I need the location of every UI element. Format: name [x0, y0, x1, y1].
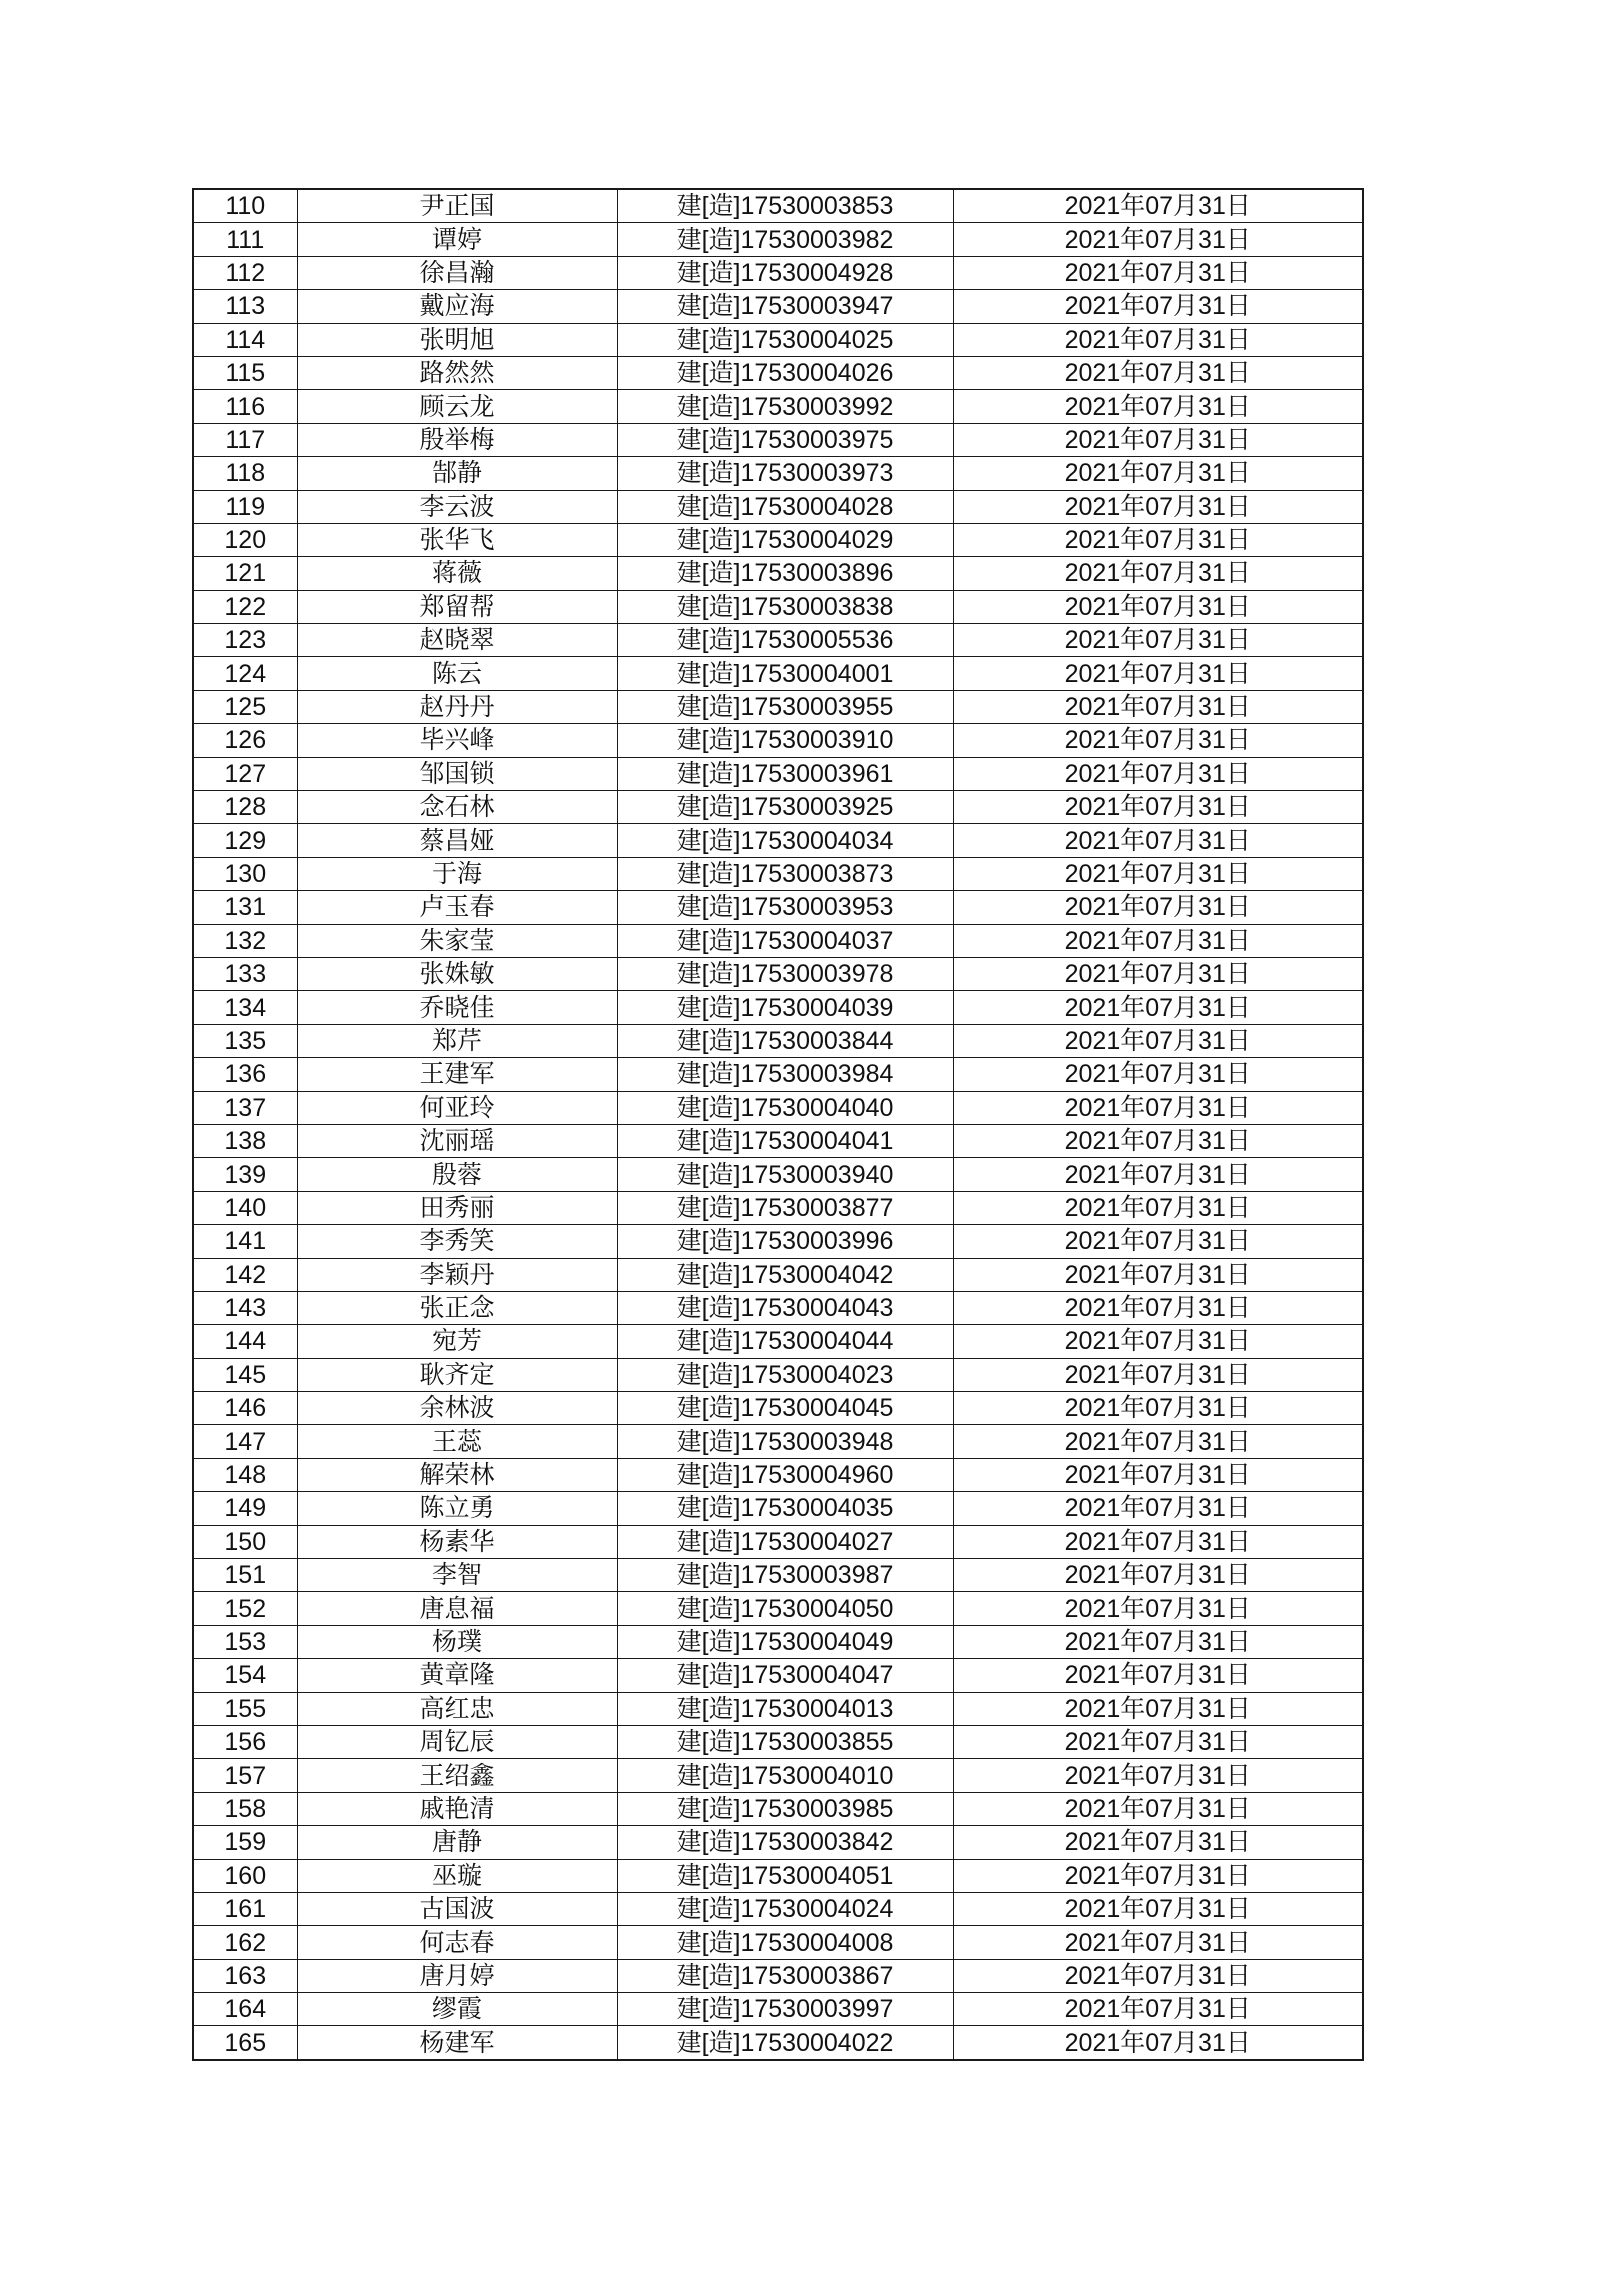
certificate-number-cell: 建[造]17530004028: [617, 490, 953, 523]
row-number-cell: 115: [193, 356, 297, 389]
row-number-cell: 161: [193, 1892, 297, 1925]
table-row: [193, 924, 1363, 957]
name-cell: 高红忠: [297, 1692, 617, 1725]
name-cell: 周钇辰: [297, 1725, 617, 1758]
row-number-cell: 141: [193, 1225, 297, 1258]
row-number-cell: 155: [193, 1692, 297, 1725]
table-row: [193, 991, 1363, 1024]
row-number-cell: 160: [193, 1859, 297, 1892]
row-number-cell: 158: [193, 1792, 297, 1825]
certificate-number-cell: 建[造]17530004040: [617, 1091, 953, 1124]
name-cell: 朱家莹: [297, 924, 617, 957]
table-row: [193, 223, 1363, 256]
name-cell: 李智: [297, 1559, 617, 1592]
valid-date-cell: 2021年07月31日: [953, 757, 1363, 790]
row-number-cell: 148: [193, 1458, 297, 1491]
name-cell: 张正念: [297, 1291, 617, 1324]
valid-date-cell: 2021年07月31日: [953, 1559, 1363, 1592]
name-cell: 于海: [297, 857, 617, 890]
row-number-cell: 132: [193, 924, 297, 957]
table-row: [193, 1225, 1363, 1258]
row-number-cell: 135: [193, 1024, 297, 1057]
certificate-number-cell: 建[造]17530003853: [617, 189, 953, 223]
table-row: [193, 791, 1363, 824]
certificate-number-cell: 建[造]17530003838: [617, 590, 953, 623]
row-number-cell: 123: [193, 624, 297, 657]
row-number-cell: 126: [193, 724, 297, 757]
valid-date-cell: 2021年07月31日: [953, 924, 1363, 957]
row-number-cell: 133: [193, 957, 297, 990]
row-number-cell: 134: [193, 991, 297, 1024]
valid-date-cell: 2021年07月31日: [953, 891, 1363, 924]
valid-date-cell: 2021年07月31日: [953, 290, 1363, 323]
name-cell: 郑留帮: [297, 590, 617, 623]
row-number-cell: 151: [193, 1559, 297, 1592]
certificate-number-cell: 建[造]17530003997: [617, 1993, 953, 2026]
table-row: [193, 323, 1363, 356]
name-cell: 王绍鑫: [297, 1759, 617, 1792]
certificate-number-cell: 建[造]17530004037: [617, 924, 953, 957]
name-cell: 殷蓉: [297, 1158, 617, 1191]
table-row: [193, 1525, 1363, 1558]
row-number-cell: 118: [193, 457, 297, 490]
valid-date-cell: 2021年07月31日: [953, 957, 1363, 990]
table-row: [193, 1759, 1363, 1792]
certificate-number-cell: 建[造]17530003844: [617, 1024, 953, 1057]
valid-date-cell: 2021年07月31日: [953, 791, 1363, 824]
certificate-number-cell: 建[造]17530003842: [617, 1826, 953, 1859]
name-cell: 李云波: [297, 490, 617, 523]
certificate-number-cell: 建[造]17530004008: [617, 1926, 953, 1959]
table-row: [193, 1191, 1363, 1224]
certificate-number-cell: 建[造]17530004029: [617, 523, 953, 556]
certificate-number-cell: 建[造]17530004039: [617, 991, 953, 1024]
name-cell: 尹正国: [297, 189, 617, 223]
valid-date-cell: 2021年07月31日: [953, 1258, 1363, 1291]
table-row: [193, 390, 1363, 423]
valid-date-cell: 2021年07月31日: [953, 1993, 1363, 2026]
certificate-number-cell: 建[造]17530004024: [617, 1892, 953, 1925]
row-number-cell: 162: [193, 1926, 297, 1959]
name-cell: 古国波: [297, 1892, 617, 1925]
valid-date-cell: 2021年07月31日: [953, 557, 1363, 590]
name-cell: 郜静: [297, 457, 617, 490]
certificate-number-cell: 建[造]17530004026: [617, 356, 953, 389]
valid-date-cell: 2021年07月31日: [953, 1892, 1363, 1925]
name-cell: 王建军: [297, 1058, 617, 1091]
name-cell: 毕兴峰: [297, 724, 617, 757]
certificate-number-cell: 建[造]17530003925: [617, 791, 953, 824]
row-number-cell: 121: [193, 557, 297, 590]
certificate-number-cell: 建[造]17530004013: [617, 1692, 953, 1725]
table-row: [193, 290, 1363, 323]
table-row: [193, 891, 1363, 924]
table-row: [193, 1725, 1363, 1758]
valid-date-cell: 2021年07月31日: [953, 1291, 1363, 1324]
valid-date-cell: 2021年07月31日: [953, 457, 1363, 490]
name-cell: 田秀丽: [297, 1191, 617, 1224]
certificate-number-cell: 建[造]17530003961: [617, 757, 953, 790]
certificate-number-cell: 建[造]17530003910: [617, 724, 953, 757]
valid-date-cell: 2021年07月31日: [953, 1425, 1363, 1458]
table-row: [193, 1458, 1363, 1491]
row-number-cell: 117: [193, 423, 297, 456]
certificate-number-cell: 建[造]17530004035: [617, 1492, 953, 1525]
valid-date-cell: 2021年07月31日: [953, 223, 1363, 256]
valid-date-cell: 2021年07月31日: [953, 1926, 1363, 1959]
table-row: [193, 490, 1363, 523]
table-row: [193, 590, 1363, 623]
table-row: [193, 1325, 1363, 1358]
row-number-cell: 153: [193, 1625, 297, 1658]
table-row: [193, 1358, 1363, 1391]
table-row: [193, 1592, 1363, 1625]
valid-date-cell: 2021年07月31日: [953, 690, 1363, 723]
table-row: [193, 1058, 1363, 1091]
valid-date-cell: 2021年07月31日: [953, 1191, 1363, 1224]
certificate-number-cell: 建[造]17530004044: [617, 1325, 953, 1358]
name-cell: 张华飞: [297, 523, 617, 556]
table-row: [193, 1024, 1363, 1057]
certificate-number-cell: 建[造]17530004047: [617, 1659, 953, 1692]
row-number-cell: 138: [193, 1124, 297, 1157]
name-cell: 乔晓佳: [297, 991, 617, 1024]
valid-date-cell: 2021年07月31日: [953, 1659, 1363, 1692]
valid-date-cell: 2021年07月31日: [953, 657, 1363, 690]
valid-date-cell: 2021年07月31日: [953, 1725, 1363, 1758]
certificate-number-cell: 建[造]17530004043: [617, 1291, 953, 1324]
row-number-cell: 154: [193, 1659, 297, 1692]
row-number-cell: 147: [193, 1425, 297, 1458]
certificate-number-cell: 建[造]17530004960: [617, 1458, 953, 1491]
name-cell: 沈丽瑶: [297, 1124, 617, 1157]
row-number-cell: 142: [193, 1258, 297, 1291]
name-cell: 王蕊: [297, 1425, 617, 1458]
row-number-cell: 114: [193, 323, 297, 356]
name-cell: 何志春: [297, 1926, 617, 1959]
name-cell: 缪霞: [297, 1993, 617, 2026]
valid-date-cell: 2021年07月31日: [953, 1492, 1363, 1525]
valid-date-cell: 2021年07月31日: [953, 1358, 1363, 1391]
row-number-cell: 149: [193, 1492, 297, 1525]
name-cell: 邹国锁: [297, 757, 617, 790]
certificate-number-cell: 建[造]17530003877: [617, 1191, 953, 1224]
row-number-cell: 128: [193, 791, 297, 824]
row-number-cell: 150: [193, 1525, 297, 1558]
row-number-cell: 139: [193, 1158, 297, 1191]
certificate-number-cell: 建[造]17530004025: [617, 323, 953, 356]
table-row: [193, 256, 1363, 289]
table-row: [193, 457, 1363, 490]
valid-date-cell: 2021年07月31日: [953, 1625, 1363, 1658]
name-cell: 赵丹丹: [297, 690, 617, 723]
valid-date-cell: 2021年07月31日: [953, 724, 1363, 757]
valid-date-cell: 2021年07月31日: [953, 1325, 1363, 1358]
row-number-cell: 143: [193, 1291, 297, 1324]
name-cell: 杨璞: [297, 1625, 617, 1658]
row-number-cell: 127: [193, 757, 297, 790]
row-number-cell: 129: [193, 824, 297, 857]
certificate-number-cell: 建[造]17530004022: [617, 2026, 953, 2060]
certificate-number-cell: 建[造]17530003953: [617, 891, 953, 924]
valid-date-cell: 2021年07月31日: [953, 1792, 1363, 1825]
row-number-cell: 164: [193, 1993, 297, 2026]
name-cell: 蔡昌娅: [297, 824, 617, 857]
certificate-number-cell: 建[造]17530004051: [617, 1859, 953, 1892]
name-cell: 何亚玲: [297, 1091, 617, 1124]
table-row: [193, 1926, 1363, 1959]
row-number-cell: 146: [193, 1392, 297, 1425]
table-row: [193, 824, 1363, 857]
name-cell: 戚艳清: [297, 1792, 617, 1825]
valid-date-cell: 2021年07月31日: [953, 991, 1363, 1024]
table-row: [193, 1892, 1363, 1925]
valid-date-cell: 2021年07月31日: [953, 1525, 1363, 1558]
table-row: [193, 1425, 1363, 1458]
name-cell: 李秀笑: [297, 1225, 617, 1258]
valid-date-cell: 2021年07月31日: [953, 1959, 1363, 1992]
certificate-number-cell: 建[造]17530004928: [617, 256, 953, 289]
row-number-cell: 157: [193, 1759, 297, 1792]
name-cell: 徐昌瀚: [297, 256, 617, 289]
name-cell: 赵晓翠: [297, 624, 617, 657]
valid-date-cell: 2021年07月31日: [953, 256, 1363, 289]
row-number-cell: 111: [193, 223, 297, 256]
table-row: [193, 1091, 1363, 1124]
valid-date-cell: 2021年07月31日: [953, 1124, 1363, 1157]
row-number-cell: 116: [193, 390, 297, 423]
name-cell: 郑芹: [297, 1024, 617, 1057]
valid-date-cell: 2021年07月31日: [953, 1692, 1363, 1725]
certificate-number-cell: 建[造]17530003873: [617, 857, 953, 890]
valid-date-cell: 2021年07月31日: [953, 390, 1363, 423]
row-number-cell: 122: [193, 590, 297, 623]
certificate-number-cell: 建[造]17530005536: [617, 624, 953, 657]
name-cell: 殷举梅: [297, 423, 617, 456]
row-number-cell: 152: [193, 1592, 297, 1625]
row-number-cell: 110: [193, 189, 297, 223]
table-row: [193, 690, 1363, 723]
name-cell: 杨素华: [297, 1525, 617, 1558]
row-number-cell: 113: [193, 290, 297, 323]
table-row: [193, 1492, 1363, 1525]
name-cell: 宛芳: [297, 1325, 617, 1358]
certificate-number-cell: 建[造]17530003975: [617, 423, 953, 456]
name-cell: 巫璇: [297, 1859, 617, 1892]
certificate-number-cell: 建[造]17530004027: [617, 1525, 953, 1558]
name-cell: 顾云龙: [297, 390, 617, 423]
certificate-number-cell: 建[造]17530003973: [617, 457, 953, 490]
row-number-cell: 165: [193, 2026, 297, 2060]
table-body: [193, 189, 1363, 2060]
valid-date-cell: 2021年07月31日: [953, 1826, 1363, 1859]
valid-date-cell: 2021年07月31日: [953, 1225, 1363, 1258]
certificate-number-cell: 建[造]17530003992: [617, 390, 953, 423]
row-number-cell: 125: [193, 690, 297, 723]
table-row: [193, 1559, 1363, 1592]
name-cell: 陈立勇: [297, 1492, 617, 1525]
table-row: [193, 1859, 1363, 1892]
row-number-cell: 159: [193, 1826, 297, 1859]
valid-date-cell: 2021年07月31日: [953, 857, 1363, 890]
valid-date-cell: 2021年07月31日: [953, 1158, 1363, 1191]
name-cell: 张姝敏: [297, 957, 617, 990]
name-cell: 念石林: [297, 791, 617, 824]
valid-date-cell: 2021年07月31日: [953, 523, 1363, 556]
table-row: [193, 557, 1363, 590]
valid-date-cell: 2021年07月31日: [953, 1024, 1363, 1057]
table-row: [193, 356, 1363, 389]
table-row: [193, 2026, 1363, 2060]
certificate-number-cell: 建[造]17530004050: [617, 1592, 953, 1625]
name-cell: 谭婷: [297, 223, 617, 256]
valid-date-cell: 2021年07月31日: [953, 1592, 1363, 1625]
valid-date-cell: 2021年07月31日: [953, 1058, 1363, 1091]
table-row: [193, 957, 1363, 990]
registration-table: [192, 188, 1364, 2061]
certificate-number-cell: 建[造]17530003940: [617, 1158, 953, 1191]
valid-date-cell: 2021年07月31日: [953, 590, 1363, 623]
row-number-cell: 144: [193, 1325, 297, 1358]
certificate-number-cell: 建[造]17530003896: [617, 557, 953, 590]
certificate-number-cell: 建[造]17530003948: [617, 1425, 953, 1458]
certificate-number-cell: 建[造]17530004049: [617, 1625, 953, 1658]
valid-date-cell: 2021年07月31日: [953, 189, 1363, 223]
table-row: [193, 423, 1363, 456]
certificate-number-cell: 建[造]17530003985: [617, 1792, 953, 1825]
valid-date-cell: 2021年07月31日: [953, 1859, 1363, 1892]
row-number-cell: 137: [193, 1091, 297, 1124]
table-row: [193, 1291, 1363, 1324]
name-cell: 卢玉春: [297, 891, 617, 924]
certificate-number-cell: 建[造]17530004045: [617, 1392, 953, 1425]
row-number-cell: 145: [193, 1358, 297, 1391]
row-number-cell: 119: [193, 490, 297, 523]
certificate-number-cell: 建[造]17530003867: [617, 1959, 953, 1992]
name-cell: 解荣林: [297, 1458, 617, 1491]
table-row: [193, 757, 1363, 790]
row-number-cell: 112: [193, 256, 297, 289]
table-row: [193, 857, 1363, 890]
table-row: [193, 1959, 1363, 1992]
row-number-cell: 136: [193, 1058, 297, 1091]
certificate-number-cell: 建[造]17530004042: [617, 1258, 953, 1291]
table-row: [193, 1158, 1363, 1191]
row-number-cell: 140: [193, 1191, 297, 1224]
table-row: [193, 1124, 1363, 1157]
name-cell: 余林波: [297, 1392, 617, 1425]
certificate-number-cell: 建[造]17530004023: [617, 1358, 953, 1391]
row-number-cell: 156: [193, 1725, 297, 1758]
table-row: [193, 1392, 1363, 1425]
valid-date-cell: 2021年07月31日: [953, 824, 1363, 857]
valid-date-cell: 2021年07月31日: [953, 323, 1363, 356]
table-row: [193, 1659, 1363, 1692]
row-number-cell: 130: [193, 857, 297, 890]
certificate-number-cell: 建[造]17530003978: [617, 957, 953, 990]
certificate-number-cell: 建[造]17530003996: [617, 1225, 953, 1258]
name-cell: 唐静: [297, 1826, 617, 1859]
valid-date-cell: 2021年07月31日: [953, 624, 1363, 657]
certificate-number-cell: 建[造]17530003984: [617, 1058, 953, 1091]
table-row: [193, 624, 1363, 657]
table-row: [193, 657, 1363, 690]
certificate-number-cell: 建[造]17530003982: [617, 223, 953, 256]
table-row: [193, 1258, 1363, 1291]
table-row: [193, 1792, 1363, 1825]
valid-date-cell: 2021年07月31日: [953, 1759, 1363, 1792]
table-row: [193, 1692, 1363, 1725]
table-row: [193, 189, 1363, 223]
name-cell: 杨建军: [297, 2026, 617, 2060]
valid-date-cell: 2021年07月31日: [953, 423, 1363, 456]
table-row: [193, 1625, 1363, 1658]
certificate-number-cell: 建[造]17530003955: [617, 690, 953, 723]
name-cell: 唐月婷: [297, 1959, 617, 1992]
certificate-number-cell: 建[造]17530003947: [617, 290, 953, 323]
name-cell: 戴应海: [297, 290, 617, 323]
name-cell: 张明旭: [297, 323, 617, 356]
name-cell: 黄章隆: [297, 1659, 617, 1692]
table-row: [193, 523, 1363, 556]
valid-date-cell: 2021年07月31日: [953, 2026, 1363, 2060]
table-row: [193, 724, 1363, 757]
certificate-number-cell: 建[造]17530003855: [617, 1725, 953, 1758]
name-cell: 路然然: [297, 356, 617, 389]
valid-date-cell: 2021年07月31日: [953, 1091, 1363, 1124]
name-cell: 陈云: [297, 657, 617, 690]
valid-date-cell: 2021年07月31日: [953, 1392, 1363, 1425]
row-number-cell: 124: [193, 657, 297, 690]
valid-date-cell: 2021年07月31日: [953, 356, 1363, 389]
valid-date-cell: 2021年07月31日: [953, 1458, 1363, 1491]
certificate-number-cell: 建[造]17530004041: [617, 1124, 953, 1157]
certificate-number-cell: 建[造]17530004001: [617, 657, 953, 690]
certificate-number-cell: 建[造]17530004010: [617, 1759, 953, 1792]
row-number-cell: 131: [193, 891, 297, 924]
name-cell: 耿齐定: [297, 1358, 617, 1391]
name-cell: 李颖丹: [297, 1258, 617, 1291]
row-number-cell: 163: [193, 1959, 297, 1992]
table-row: [193, 1993, 1363, 2026]
row-number-cell: 120: [193, 523, 297, 556]
valid-date-cell: 2021年07月31日: [953, 490, 1363, 523]
name-cell: 蒋薇: [297, 557, 617, 590]
table-row: [193, 1826, 1363, 1859]
certificate-number-cell: 建[造]17530003987: [617, 1559, 953, 1592]
certificate-number-cell: 建[造]17530004034: [617, 824, 953, 857]
name-cell: 唐息福: [297, 1592, 617, 1625]
